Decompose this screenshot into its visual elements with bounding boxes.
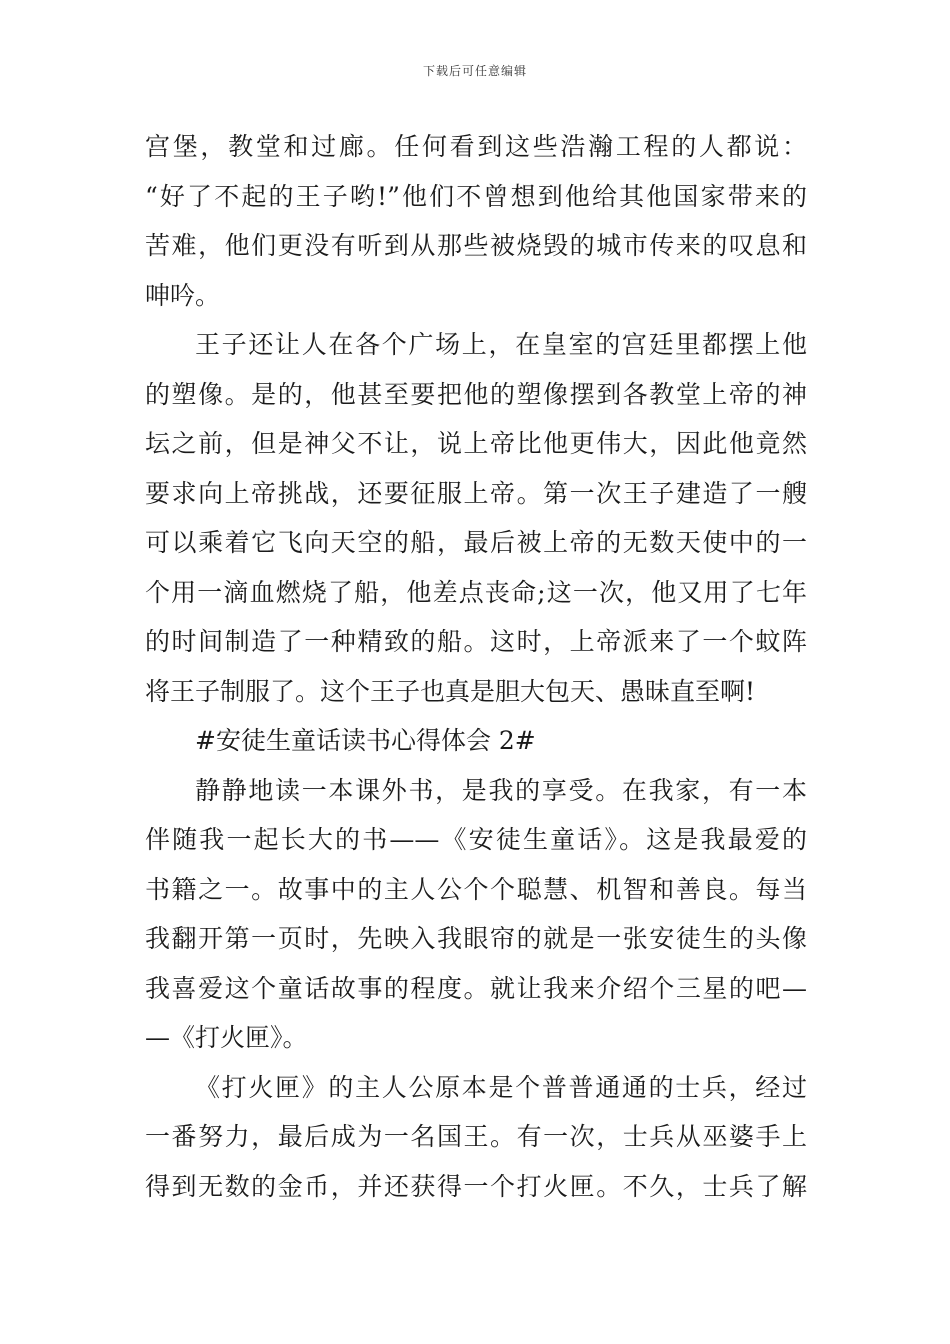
- text-line: 可以乘着它飞向天空的船，最后被上帝的无数天使中的一: [145, 528, 807, 557]
- text-line: 伴随我一起长大的书——《安徒生童话》。这是我最爱的: [145, 825, 807, 854]
- text-line: 呻吟。: [145, 280, 221, 310]
- text-line: 的时间制造了一种精致的船。这时，上帝派来了一个蚊阵: [145, 627, 807, 656]
- text-line: 静静地读一本课外书，是我的享受。在我家，有一本: [195, 775, 807, 805]
- text-line: —《打火匣》。: [145, 1023, 308, 1052]
- text-line: 王子还让人在各个广场上，在皇室的宫廷里都摆上他: [195, 330, 807, 359]
- text-line: 坛之前，但是神父不让，说上帝比他更伟大，因此他竟然: [145, 429, 807, 458]
- text-line: “好了不起的王子哟!”他们不曾想到他给其他国家带来的: [145, 181, 807, 211]
- text-line: 我翻开第一页时，先映入我眼帘的就是一张安徒生的头像: [145, 924, 807, 953]
- page-header: 下载后可任意编辑: [422, 64, 527, 78]
- text-line: 的塑像。是的，他甚至要把他的塑像摆到各教堂上帝的神: [145, 379, 807, 409]
- text-line: 我喜爱这个童话故事的程度。就让我来介绍个三星的吧—: [145, 973, 807, 1003]
- text-line: 书籍之一。故事中的主人公个个聪慧、机智和善良。每当: [145, 874, 807, 904]
- text-line: #安徒生童话读书心得体会 2#: [195, 726, 536, 755]
- text-line: 个用一滴血燃烧了船，他差点丧命;这一次，他又用了七年: [145, 577, 807, 607]
- body-text: [145, 122, 807, 1211]
- text-line: 要求向上帝挑战，还要征服上帝。第一次王子建造了一艘: [145, 478, 807, 508]
- text-line: 一番努力，最后成为一名国王。有一次，士兵从巫婆手上: [145, 1122, 807, 1151]
- text-line: 将王子制服了。这个王子也真是胆大包天、愚昧直至啊!: [145, 676, 756, 706]
- text-line: 得到无数的金币，并还获得一个打火匣。不久，士兵了解: [145, 1171, 807, 1201]
- text-line: 宫堡，教堂和过廊。任何看到这些浩瀚工程的人都说：: [145, 132, 807, 161]
- text-line: 苦难，他们更没有听到从那些被烧毁的城市传来的叹息和: [145, 231, 807, 260]
- text-line: 《打火匣》的主人公原本是个普普通通的士兵，经过: [195, 1072, 807, 1102]
